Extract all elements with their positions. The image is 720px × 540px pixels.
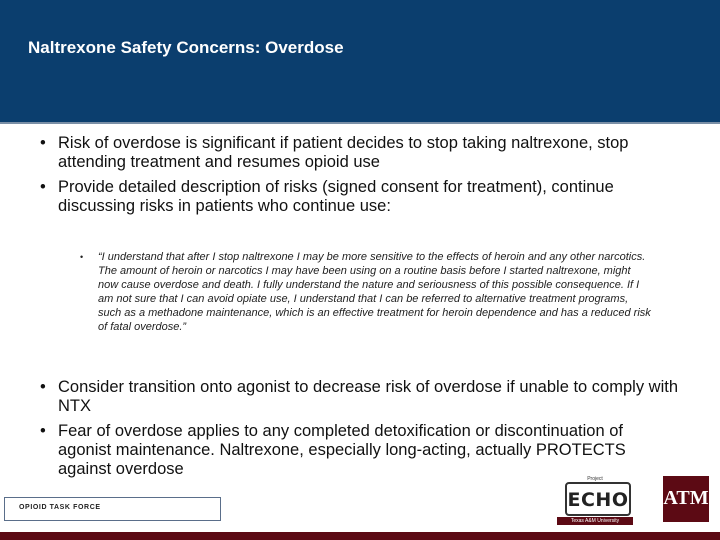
bullet-text: Provide detailed description of risks (signed consent for treatment), continue discussing risks in patients who continue use: xyxy=(58,178,614,215)
bullet-text: Risk of overdose is significant if patient decides to stop taking naltrexone, stop attending treatment and resumes opioid use xyxy=(58,134,629,171)
echo-word: ECHO xyxy=(567,489,629,511)
echo-logo-icon xyxy=(555,474,635,526)
footer-label-box xyxy=(4,497,221,521)
echo-box xyxy=(565,482,631,516)
bottom-bullet-list xyxy=(38,378,678,485)
bullet-dot: • xyxy=(40,378,46,396)
echo-university-bar xyxy=(557,517,633,525)
sub-bullet-item xyxy=(80,250,652,334)
bottom-maroon-bar xyxy=(0,532,720,540)
title-banner xyxy=(0,0,720,122)
bullet-dot: • xyxy=(40,178,46,196)
bullet-dot: • xyxy=(40,134,46,152)
bullet-text: Fear of overdose applies to any completed detoxification or discontinuation of agonist maintenance. Naltrexone, especially long-acting, actually PROTECTS against overdose xyxy=(58,422,626,478)
echo-project-text: Project xyxy=(587,476,603,482)
sub-bullet-dot: • xyxy=(80,252,84,262)
texas-am-logo-text: ATM xyxy=(663,487,709,509)
top-bullet-list xyxy=(38,134,678,222)
bullet-item xyxy=(38,134,678,172)
bullet-item xyxy=(38,178,678,216)
slide-title: Naltrexone Safety Concerns: Overdose xyxy=(28,38,344,57)
bullet-item xyxy=(38,378,678,416)
footer-label: OPIOID TASK FORCE xyxy=(19,504,101,511)
bullet-dot: • xyxy=(40,422,46,440)
echo-university-text: Texas A&M University xyxy=(570,517,620,524)
bullet-text: Consider transition onto agonist to decrease risk of overdose if unable to comply with NTX xyxy=(58,378,678,415)
title-divider xyxy=(0,122,720,124)
texas-am-logo-icon xyxy=(663,476,709,522)
bullet-item xyxy=(38,422,678,479)
consent-quote xyxy=(80,250,652,334)
quote-text: “I understand that after I stop naltrexone I may be more sensitive to the effects of heroin and any other narcotics. The amount of heroin or narcotics I may have been using on a routine basis before I started naltrexone, might now cause overdose and death. I fully understand the nature and seriousness of this possible consequence. If I am not sure that I can avoid opiate use, I understand that I can be referred to alternative treatment programs, such as a methadone maintenance, which is an effective treatment for heroin dependence and has a reduced risk of fatal overdose.” xyxy=(98,251,651,333)
